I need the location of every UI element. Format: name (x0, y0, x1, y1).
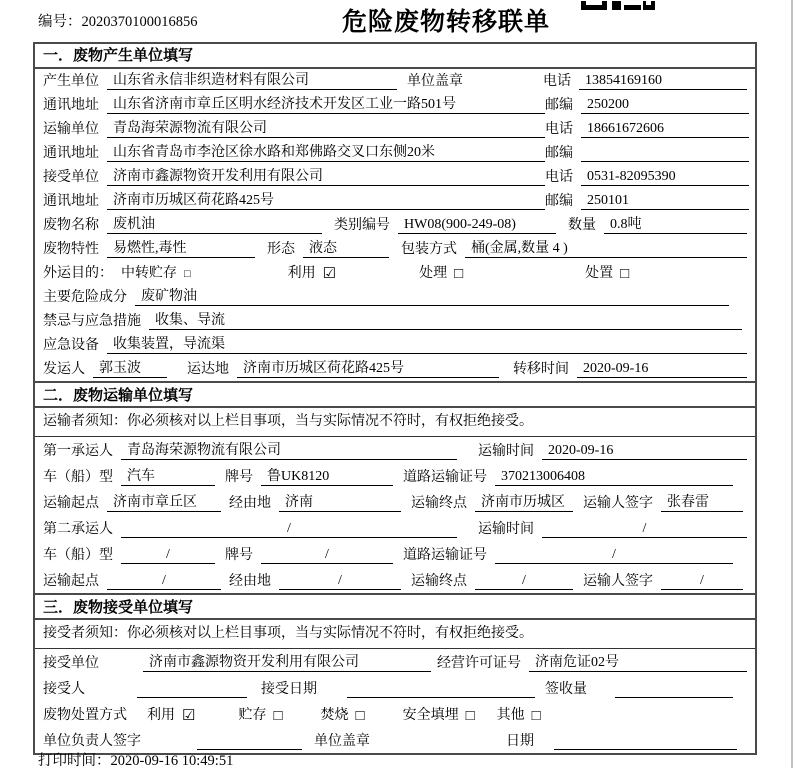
first-road-permit-field[interactable]: 370213006408 (495, 469, 733, 486)
first-plate-field[interactable]: 鲁UK8120 (261, 465, 393, 486)
option-label: 中转贮存 (121, 266, 177, 281)
transporter-row (35, 117, 755, 141)
option-dispose (585, 262, 629, 282)
hazard-component-row (35, 285, 755, 309)
receiver-row (35, 165, 755, 189)
form-field[interactable]: 液态 (303, 237, 389, 258)
checkbox-incinerate[interactable]: □ (355, 708, 365, 724)
option-label: 其他 (496, 708, 525, 723)
first-vehicle-type-field[interactable]: 汽车 (121, 465, 215, 486)
category-code-label: 类别编号 (334, 218, 390, 233)
shipper-field[interactable]: 郭玉波 (93, 357, 167, 378)
option-label: 利用 (287, 266, 316, 281)
road-permit-label: 道路运输证号 (403, 548, 487, 563)
first-route-row (35, 489, 755, 515)
waste-name-field[interactable]: 废机油 (107, 213, 322, 234)
first-route-start-field[interactable]: 济南市章丘区 (107, 491, 221, 512)
receiver-field[interactable]: 济南市鑫源物资开发利用有限公司 (107, 165, 545, 186)
zip-label: 邮编 (545, 146, 573, 161)
accepting-unit-label: 接受单位 (43, 656, 99, 671)
checkbox-storage[interactable]: □ (273, 708, 283, 724)
checkbox-other[interactable]: □ (531, 708, 541, 724)
transport-time-label: 运输时间 (478, 522, 534, 537)
date-label: 日期 (506, 734, 534, 749)
section1-header: 一．废物产生单位填写 (35, 44, 755, 69)
route-end-label: 运输终点 (411, 496, 467, 511)
option-utilize (288, 262, 336, 282)
unit-seal-label: 单位盖章 (407, 74, 463, 89)
license-field[interactable]: 济南危证02号 (529, 651, 747, 672)
shipper-row (35, 357, 755, 381)
receiver-notice-text: 你必须核对以上栏目事项，当与实际情况不符时，有权拒绝接受。 (127, 626, 533, 641)
serial-value: 2020370100016856 (81, 14, 198, 30)
option-incinerate (321, 704, 365, 724)
address-label: 通讯地址 (43, 98, 99, 113)
option-label: 利用 (147, 708, 175, 723)
vehicle-type-label: 车（船）型 (43, 548, 113, 563)
qr-code-fragment (581, 0, 657, 10)
second-vehicle-type-field[interactable]: / (121, 547, 215, 564)
transporter-phone-field[interactable]: 18661672606 (581, 121, 749, 138)
received-amount-label: 签收量 (545, 682, 587, 697)
route-start-label: 运输起点 (43, 496, 99, 511)
transfer-time-label: 转移时间 (513, 362, 569, 377)
emergency-equipment-row (35, 333, 755, 357)
waste-name-label: 废物名称 (43, 218, 99, 233)
receiver-address-field[interactable]: 济南市历城区荷花路425号 (107, 189, 545, 210)
option-other (497, 704, 541, 724)
first-transport-time-field[interactable]: 2020-09-16 (542, 443, 747, 460)
first-route-via-field[interactable]: 济南 (279, 491, 401, 512)
checkbox-utilize[interactable]: ☑ (322, 266, 337, 282)
hazard-component-field[interactable]: 废矿物油 (135, 285, 729, 306)
disposal-method-label: 废物处置方式 (43, 708, 127, 723)
category-code-field[interactable]: HW08(900-249-08) (398, 217, 556, 234)
manifest-form (33, 42, 757, 755)
route-via-label: 经由地 (229, 574, 271, 589)
packaging-field[interactable]: 桶(金属,数量 4 ) (465, 237, 747, 258)
transfer-purpose-label: 外运目的： (43, 266, 113, 281)
first-carrier-field[interactable]: 青岛海荣源物流有限公司 (121, 439, 457, 460)
plate-label: 牌号 (225, 470, 253, 485)
responsible-signature-label: 单位负责人签字 (43, 734, 141, 749)
receiver-zip-field[interactable]: 250101 (581, 193, 749, 210)
producer-label: 产生单位 (43, 74, 99, 89)
print-time-value: 2020-09-16 10:49:51 (110, 753, 234, 769)
checkbox-transit-storage[interactable]: □ (184, 268, 191, 280)
road-permit-label: 道路运输证号 (403, 470, 487, 485)
transporter-notice-text: 你必须核对以上栏目事项，当与实际情况不符时，有权拒绝接受。 (127, 414, 533, 429)
producer-zip-field[interactable]: 250200 (581, 97, 749, 114)
phone-label: 电话 (545, 122, 573, 137)
receiver-notice-label: 接受者须知： (43, 626, 127, 641)
form-label: 形态 (267, 242, 295, 257)
route-start-label: 运输起点 (43, 574, 99, 589)
first-carrier-label: 第一承运人 (43, 444, 113, 459)
quantity-field[interactable]: 0.8吨 (604, 213, 747, 234)
first-vehicle-row (35, 463, 755, 489)
option-utilize (147, 704, 195, 724)
phone-label: 电话 (545, 170, 573, 185)
serial-number (38, 10, 198, 31)
address-label: 通讯地址 (43, 146, 99, 161)
second-transport-time-field[interactable]: / (542, 521, 747, 538)
option-treat (419, 262, 463, 282)
option-label: 处置 (585, 266, 614, 281)
option-label: 处理 (419, 266, 448, 281)
receiver-phone-field[interactable]: 0531-82095390 (581, 169, 749, 186)
transport-time-label: 运输时间 (478, 444, 534, 459)
transporter-notice-label: 运输者须知： (43, 414, 127, 429)
producer-address-field[interactable]: 山东省济南市章丘区明水经济技术开发区工业一路501号 (107, 93, 545, 114)
destination-field[interactable]: 济南市历城区荷花路425号 (237, 357, 499, 378)
unit-seal-label: 单位盖章 (314, 734, 370, 749)
second-route-via-field[interactable]: / (279, 573, 401, 590)
second-route-end-field[interactable]: / (475, 573, 573, 590)
received-amount-field[interactable] (615, 697, 733, 698)
carrier-signature-label: 运输人签字 (583, 574, 653, 589)
producer-address-row (35, 93, 755, 117)
accepting-unit-row (35, 649, 755, 675)
option-label: 贮存 (238, 708, 267, 723)
waste-props-row (35, 237, 755, 261)
emergency-equipment-label: 应急设备 (43, 338, 99, 353)
acceptor-field[interactable] (137, 697, 247, 698)
first-route-end-field[interactable]: 济南市历城区 (475, 491, 573, 512)
checkbox-landfill[interactable]: □ (465, 708, 475, 724)
option-storage (238, 704, 282, 724)
route-via-label: 经由地 (229, 496, 271, 511)
receiver-label: 接受单位 (43, 170, 99, 185)
quantity-label: 数量 (568, 218, 596, 233)
second-carrier-signature-field[interactable]: / (661, 573, 743, 590)
second-road-permit-field[interactable]: / (495, 547, 733, 564)
shipper-label: 发运人 (43, 362, 85, 377)
second-vehicle-row (35, 541, 755, 567)
second-plate-field[interactable]: / (261, 547, 393, 564)
transporter-field[interactable]: 青岛海荣源物流有限公司 (107, 117, 545, 138)
page-right-edge (791, 0, 793, 768)
license-label: 经营许可证号 (437, 656, 521, 671)
first-carrier-row (35, 437, 755, 463)
page-title: 危险废物转移联单 (341, 9, 550, 36)
phone-label: 电话 (543, 74, 571, 89)
section2-header: 二．废物运输单位填写 (35, 381, 755, 408)
option-label: 焚烧 (320, 708, 349, 723)
print-time-label: 打印时间： (38, 753, 111, 769)
vehicle-type-label: 车（船）型 (43, 470, 113, 485)
option-transit-storage (121, 262, 191, 282)
producer-row (35, 69, 755, 93)
waste-props-label: 废物特性 (43, 242, 99, 257)
receiver-notice (35, 620, 755, 649)
zip-label: 邮编 (545, 98, 573, 113)
transfer-time-field[interactable]: 2020-09-16 (577, 361, 747, 378)
packaging-label: 包装方式 (401, 242, 457, 257)
checkbox-utilize[interactable]: ☑ (182, 708, 196, 724)
zip-label: 邮编 (545, 194, 573, 209)
producer-phone-field[interactable]: 13854169160 (579, 73, 747, 90)
transporter-label: 运输单位 (43, 122, 99, 137)
destination-label: 运达地 (187, 362, 229, 377)
second-route-start-field[interactable]: / (107, 573, 221, 590)
taboo-measures-field[interactable]: 收集、导流 (149, 309, 742, 330)
transporter-zip-field[interactable] (581, 161, 749, 162)
waste-name-row (35, 213, 755, 237)
acceptor-label: 接受人 (43, 682, 85, 697)
option-landfill (403, 704, 475, 724)
acceptor-row (35, 675, 755, 701)
second-carrier-label: 第二承运人 (43, 522, 113, 537)
serial-label: 编号： (38, 14, 82, 30)
carrier-signature-label: 运输人签字 (583, 496, 653, 511)
transporter-address-row (35, 141, 755, 165)
option-label: 安全填埋 (402, 708, 459, 723)
waste-props-field[interactable]: 易燃性,毒性 (107, 237, 255, 258)
section3-header: 三．废物接受单位填写 (35, 593, 755, 620)
route-end-label: 运输终点 (411, 574, 467, 589)
second-carrier-field[interactable]: / (121, 521, 457, 538)
transfer-purpose-row (35, 261, 755, 285)
emergency-equipment-field[interactable]: 收集装置，导流渠 (107, 333, 747, 354)
producer-field[interactable]: 山东省永信非织造材料有限公司 (107, 69, 397, 90)
accepting-unit-field[interactable]: 济南市鑫源物资开发利用有限公司 (143, 651, 431, 672)
second-route-row (35, 567, 755, 593)
hazard-component-label: 主要危险成分 (43, 290, 127, 305)
checkbox-treat[interactable]: □ (454, 266, 464, 282)
transporter-notice (35, 408, 755, 437)
address-label: 通讯地址 (43, 194, 99, 209)
checkbox-dispose[interactable]: □ (620, 266, 630, 282)
accept-date-label: 接受日期 (261, 682, 317, 697)
print-time (38, 749, 233, 770)
plate-label: 牌号 (225, 548, 253, 563)
seal-date-field[interactable] (554, 749, 737, 750)
second-carrier-row (35, 515, 755, 541)
taboo-measures-label: 禁忌与应急措施 (43, 314, 141, 329)
disposal-method-row (35, 701, 755, 727)
taboo-measures-row (35, 309, 755, 333)
transporter-address-field[interactable]: 山东省青岛市李沧区徐水路和郑佛路交叉口东侧20米 (107, 141, 545, 162)
receiver-address-row (35, 189, 755, 213)
first-carrier-signature-field[interactable]: 张春雷 (661, 491, 743, 512)
accept-date-field[interactable] (347, 697, 535, 698)
